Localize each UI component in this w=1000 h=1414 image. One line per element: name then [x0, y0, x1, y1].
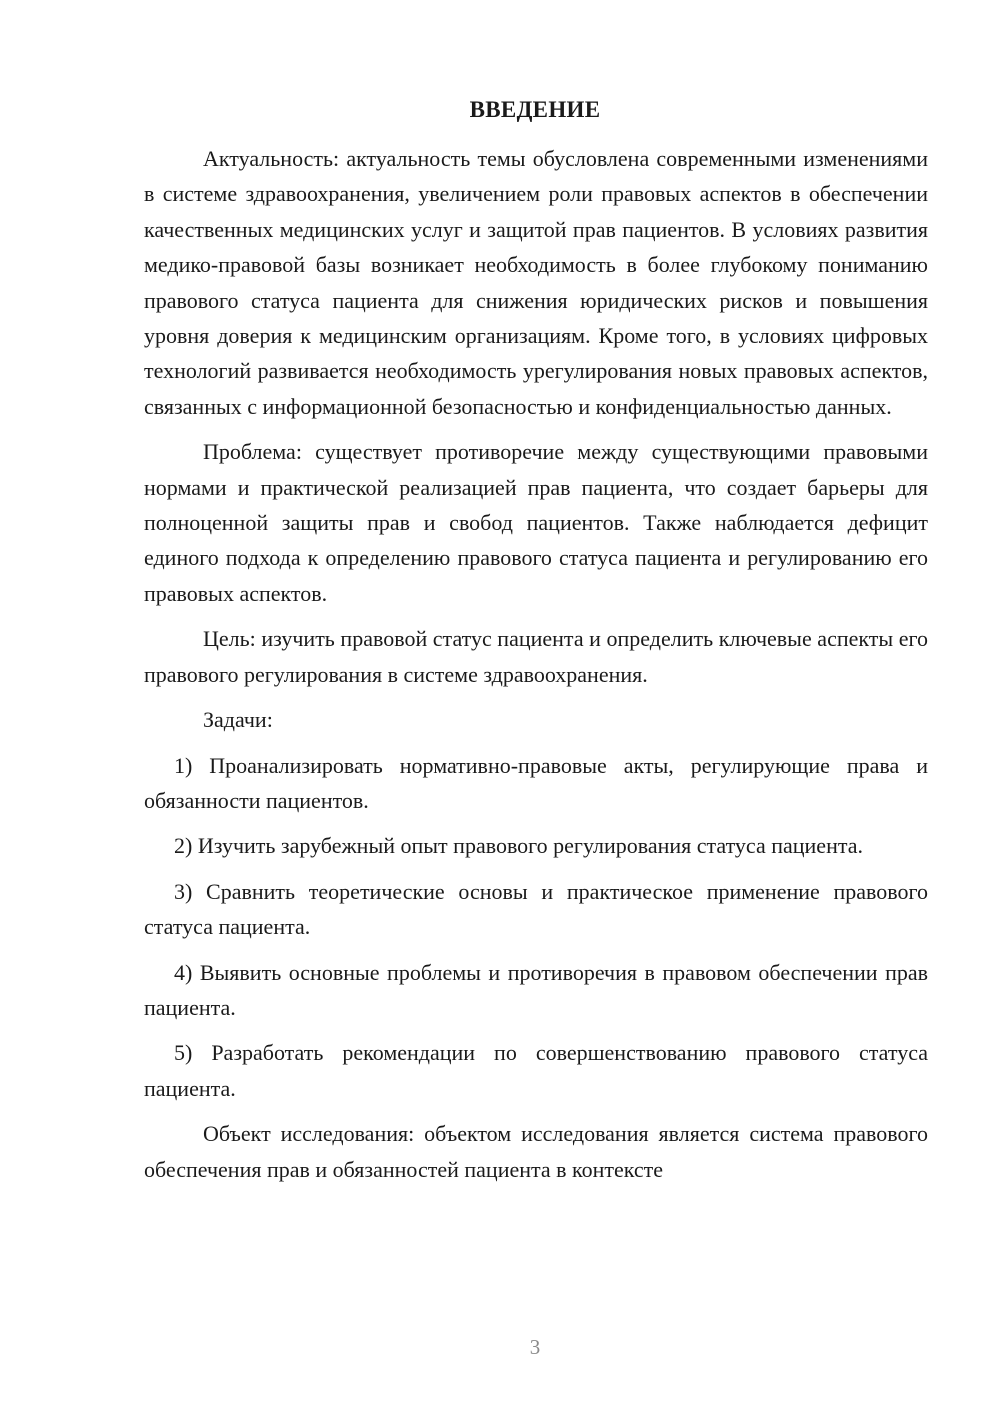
relevance-paragraph: Актуальность: актуальность темы обусловлена современными изменениями в системе здравоохранения, увеличением роли правовых аспектов в обеспечении качественных медицинских услуг и защитой прав пациентов. В условиях развития медико-правовой базы возникает необходимость в более глубокому пониманию правового статуса пациента для снижения юридических рисков и повышения уровня доверия к медицинским организациям. Кроме того, в условиях цифровых технологий развивается необходимость урегулирования новых правовых аспектов, связанных с информационной безопасностью и конфиденциальностью данных.: [144, 146, 928, 419]
goal-paragraph: Цель: изучить правовой статус пациента и определить ключевые аспекты его правового регулирования в системе здравоохранения.: [144, 626, 928, 687]
problem-paragraph: Проблема: существует противоречие между существующими правовыми нормами и практической реализацией прав пациента, что создает барьеры для полноценной защиты прав и свобод пациентов. Также наблюдается дефицит единого подхода к определению правового статуса пациента и регулированию его правовых аспектов.: [144, 439, 928, 606]
page-number: 3: [529, 1335, 541, 1359]
task-item-5: 5) Разработать рекомендации по совершенствованию правового статуса пациента.: [144, 1040, 928, 1101]
task-item-4: 4) Выявить основные проблемы и противоречия в правовом обеспечении прав пациента.: [144, 959, 928, 1020]
document-body: [144, 141, 928, 1197]
object-paragraph: Объект исследования: объектом исследования является система правового обеспечения прав и обязанностей пациента в контексте: [144, 1121, 928, 1182]
task-item-2: 2) Изучить зарубежный опыт правового регулирования статуса пациента.: [174, 833, 863, 859]
tasks-heading: Задачи:: [203, 707, 273, 733]
task-item-1: 1) Проанализировать нормативно-правовые акты, регулирующие права и обязанности пациентов.: [144, 752, 928, 813]
task-item-3: 3) Сравнить теоретические основы и практическое применение правового статуса пациента.: [144, 878, 928, 940]
page-title: ВВЕДЕНИЕ: [469, 97, 601, 122]
